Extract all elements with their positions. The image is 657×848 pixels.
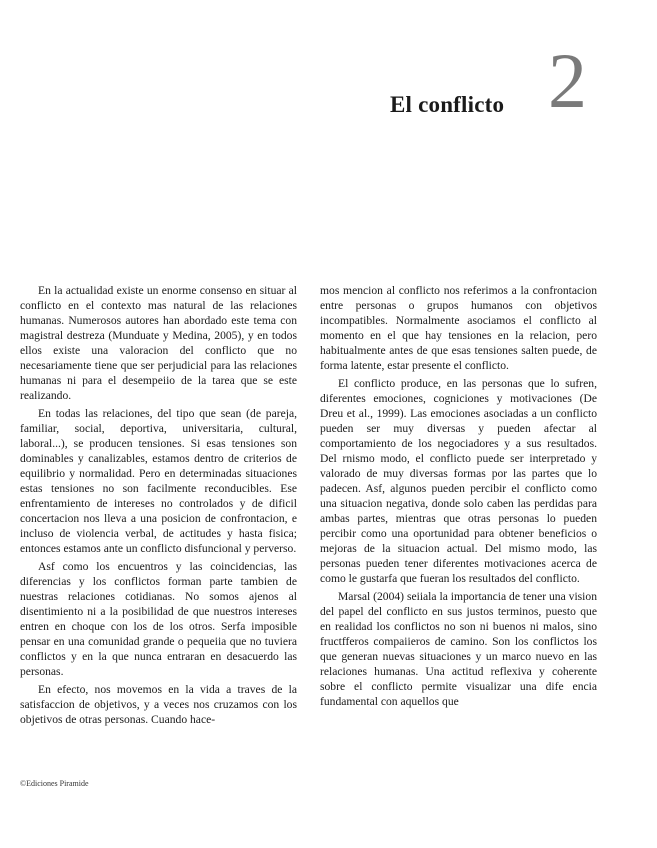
chapter-title: El conflicto <box>390 92 505 117</box>
paragraph: En todas las relaciones, del tipo que sean (de pareja, familiar, social, deportiva, universitaria, cultural, laboral...), se producen tensiones. Si esas tensiones son dominables y canalizables, estamos dentro de criterios de equilibrio y normalidad. Pero en determinadas situaciones estas tensiones no son facilmente reconducibles. Ese enfrentamiento de intereses no controlados y de dificil concertacion nos lleva a una posicion de confrontacion, e incluso de violencia verbal, de actitudes y hasta fisica; entonces estamos ante un conflicto disfuncional y perverso. <box>20 407 297 555</box>
paragraph: En la actualidad existe un enorme consenso en situar al conflicto en el contexto mas natural de las relaciones humanas. Numerosos autores han abordado este tema con magistral destreza (Munduate y Medina, 2005), y en todos ellos existe una valoracion del conflicto que no necesariamente tiene que ser perjudicial para las relaciones humanas ni para el desempeiio de la tarea que se este realizando. <box>20 284 297 402</box>
paragraph: Asf como los encuentros y las coincidencias, las diferencias y los conflictos forman parte tambien de nuestras relaciones cotidianas. No somos ajenos al disentimiento ni a la posibilidad de que nuestros intereses entren en choque con los de los otros. Serfa imposible pensar en una comunidad grande o pequeiia que no tuviera conflictos y en la que nunca entraran en desacuerdo las personas. <box>20 560 297 678</box>
chapter-number: 2 <box>548 37 587 124</box>
left-text-column <box>20 283 297 727</box>
paragraph: En efecto, nos movemos en la vida a traves de la satisfaccion de objetivos, y a veces nos cruzamos con los objetivos de otras personas. Cuando hace- <box>20 683 297 726</box>
paragraph: Marsal (2004) seiiala la importancia de tener una vision del papel del conflicto en sus justos terminos, puesto que en realidad los conflictos no son ni buenos ni malos, sino fructfferos compaiieros de camino. Son los conflictos los que generan nuevas situaciones y un marco nuevo en las relaciones humanas. Una actitud reflexiva y coherente sobre el conflicto permite visualizar una dife encia fundamental con aquellos que <box>320 590 597 708</box>
right-text-column <box>320 283 597 709</box>
paragraph-continued: mos mencion al conflicto nos referimos a la confrontacion entre personas o grupos humanos con objetivos incompatibles. Normalmente asociamos el conflicto al momento en el que hay tensiones en la relacion, pero habitualmente antes de que esas tensiones salten puede, de forma latente, estar presente el conflicto. <box>320 284 597 372</box>
paragraph: El conflicto produce, en las personas que lo sufren, diferentes emociones, cogniciones y motivaciones (De Dreu et al., 1999). Las emociones asociadas a un conflicto pueden ser muy diversas y pueden afectar al comportamiento de los negociadores y a sus resultados. Del rnismo modo, el conflicto puede ser interpretado y valorado de muy diversas formas por las partes que lo padecen. Asf, algunos pueden percibir el conflicto como una situacion negativa, donde solo caben las perdidas para ambas partes, mientras que otras personas lo pueden percibir como una oportunidad para obtener beneficios o mejoras de la situacion actual. Del mismo modo, las personas pueden tener diferentes motivaciones acerca de como le gustarfa que fueran los resultados del conflicto. <box>320 377 597 585</box>
copyright-footer: ©Ediciones Piramide <box>20 779 89 788</box>
